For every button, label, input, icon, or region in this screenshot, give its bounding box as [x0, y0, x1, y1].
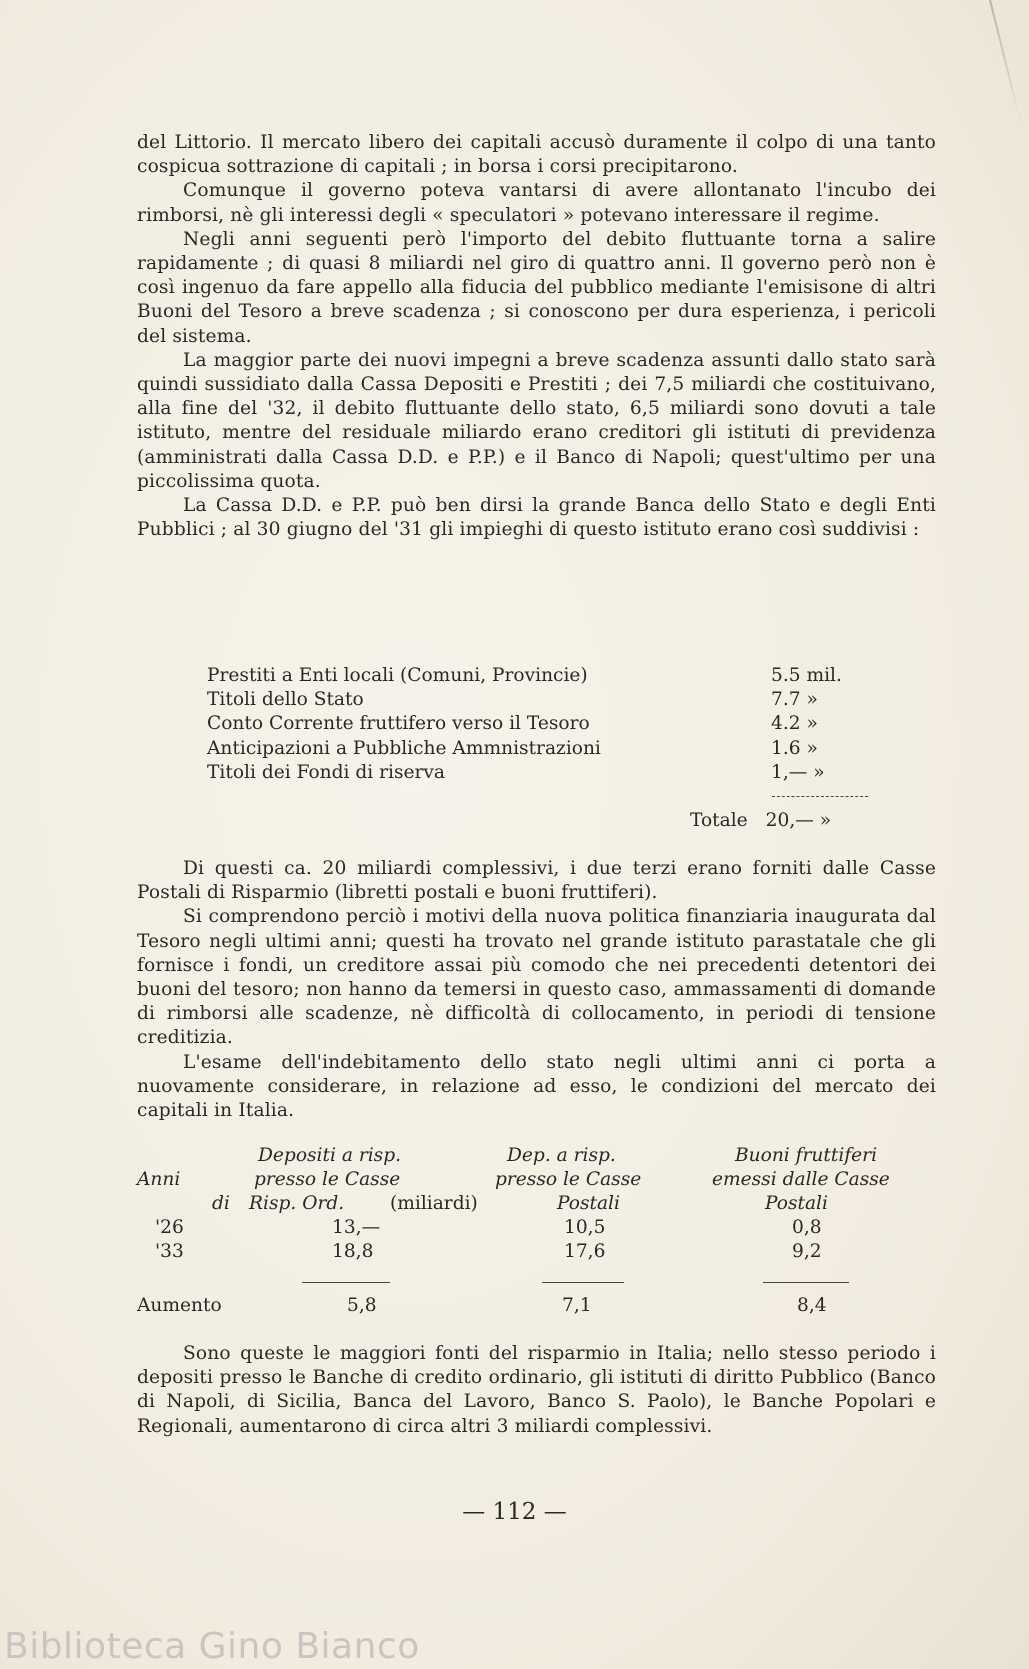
row-increase-label: Aumento [137, 1295, 222, 1316]
deposits-table [137, 1144, 927, 1334]
row-33-year: '33 [155, 1241, 184, 1262]
list-item-label: Prestiti a Enti locali (Comuni, Provincie) [207, 665, 588, 686]
header-col1-unit: (miliardi) [390, 1193, 478, 1214]
row-increase-col1: 5,8 [347, 1295, 377, 1316]
text-block-bottom [137, 1342, 936, 1439]
paragraph-due-terzi: Di questi ca. 20 miliardi complessivi, i due terzi erano forniti dalle Casse Postali di Risparmio (libretti postali e buoni fruttiferi). [137, 858, 936, 904]
impieghi-list [207, 664, 867, 785]
row-26-col2: 10,5 [564, 1217, 606, 1238]
text-block-middle [137, 857, 936, 1123]
paragraph-governo: Comunque il governo poteva vantarsi di avere allontanato l'incubo dei rimborsi, nè gli interessi degli « speculatori » potevano interessare il regime. [137, 180, 936, 226]
header-anni: Anni [137, 1169, 181, 1190]
row-26-year: '26 [155, 1217, 184, 1238]
library-watermark: Biblioteca Gino Bianco [4, 1626, 420, 1667]
paragraph-debito-fluttuante: Negli anni seguenti però l'importo del debito fluttuante torna a salire rapidamente ; di quasi 8 miliardi nel giro di quattro anni. Il governo però non è così ingenuo da fare appello alla fiducia del pubblico mediante l'emisisone di altri Buoni del Tesoro a breve scadenza ; si conoscono per dura esperienza, i pericoli del sistema. [137, 228, 936, 347]
row-33-col3: 9,2 [792, 1241, 822, 1262]
list-total [690, 810, 831, 831]
header-col3-line3: Postali [765, 1193, 828, 1214]
page-edge-line [989, 0, 1022, 126]
rule-col3 [763, 1282, 849, 1283]
header-col2-line2: presso le Casse [495, 1169, 642, 1190]
sum-divider [772, 796, 868, 797]
list-item [207, 688, 867, 712]
header-col2-line1: Dep. a risp. [507, 1145, 616, 1166]
paragraph-continuation: del Littorio. Il mercato libero dei capitali accusò duramente il colpo di una tanto cospicua sottrazione di capitali ; in borsa i corsi precipitarono. [137, 132, 936, 178]
list-item [207, 712, 867, 736]
row-26-col1: 13,— [332, 1217, 381, 1238]
row-33-col1: 18,8 [332, 1241, 374, 1262]
row-33-col2: 17,6 [564, 1241, 606, 1262]
list-item-value: 5.5 mil. [771, 665, 842, 686]
page-number: — 112 — [462, 1499, 567, 1525]
list-item-value: 7.7 » [771, 689, 818, 711]
list-item [207, 737, 867, 761]
paragraph-esame-indebitamento: L'esame dell'indebitamento dello stato negli ultimi anni ci porta a nuovamente considerare, in relazione ad esso, le condizioni del mercato dei capitali in Italia. [137, 1051, 936, 1122]
header-col3-line1: Buoni fruttiferi [735, 1145, 878, 1166]
header-col1-line1: Depositi a risp. [258, 1145, 402, 1166]
row-increase-col2: 7,1 [562, 1295, 592, 1316]
rule-col1 [302, 1282, 390, 1283]
list-item-label: Conto Corrente fruttifero verso il Tesoro [207, 713, 590, 735]
list-item [207, 761, 867, 785]
row-increase-col3: 8,4 [797, 1295, 827, 1316]
paragraph-cassa-depositi: La maggior parte dei nuovi impegni a breve scadenza assunti dallo stato sarà quindi sussidiato dalla Cassa Depositi e Prestiti ; dei 7,5 miliardi che costituivano, alla fine del '32, il debito fluttuante dello stato, 6,5 miliardi sono dovuti a tale istituto, mentre del residuale miliardo erano creditori gli istituti di previdenza (amministrati dalla Cassa D.D. e P.P.) e il Banco di Napoli; quest'ultimo per una piccolissima quota. [137, 349, 936, 492]
row-26-col3: 0,8 [792, 1217, 822, 1238]
total-value: 20,— » [765, 810, 832, 831]
paragraph-politica-finanziaria: Si comprendono perciò i motivi della nuova politica finanziaria inaugurata dal Tesoro negli ultimi anni; questi ha trovato nel grande istituto parastatale che gli fornisce i fondi, un creditore assai più comodo che nei precedenti detentori dei buoni del tesoro; non hanno da temersi in questo caso, ammassamenti di domande di rimborsi alle scadenze, nè difficoltà di collocamento, in periodi di tensione creditizia. [137, 906, 936, 1049]
total-label: Totale [690, 810, 748, 831]
list-item [207, 664, 867, 688]
text-block-top [137, 131, 936, 542]
header-col1-line2: presso le Casse [254, 1169, 401, 1190]
header-col2-line3: Postali [557, 1193, 620, 1214]
list-item-label: Titoli dello Stato [207, 689, 364, 711]
list-item-label: Anticipazioni a Pubbliche Ammnistrazioni [207, 737, 601, 759]
header-col1-line3a: di [212, 1193, 230, 1214]
list-item-value: 4.2 » [771, 713, 818, 735]
list-item-value: 1.6 » [771, 737, 818, 759]
paragraph-banca-stato: La Cassa D.D. e P.P. può ben dirsi la grande Banca dello Stato e degli Enti Pubblici ; al 30 giugno del '31 gli impieghi di questo istituto erano così suddivisi : [137, 495, 936, 541]
paragraph-fonti-risparmio: Sono queste le maggiori fonti del risparmio in Italia; nello stesso periodo i depositi presso le Banche di credito ordinario, gli istituti di diritto Pubblico (Banco di Napoli, di Sicilia, Banca del Lavoro, Banco S. Paolo), le Banche Popolari e Regionali, aumentarono di circa altri 3 miliardi complessivi. [137, 1343, 936, 1437]
rule-col2 [542, 1282, 624, 1283]
list-item-value: 1,— » [771, 761, 825, 783]
header-col1-line3b: Risp. Ord. [249, 1193, 345, 1214]
header-col3-line2: emessi dalle Casse [712, 1169, 890, 1190]
list-item-label: Titoli dei Fondi di riserva [207, 761, 446, 783]
